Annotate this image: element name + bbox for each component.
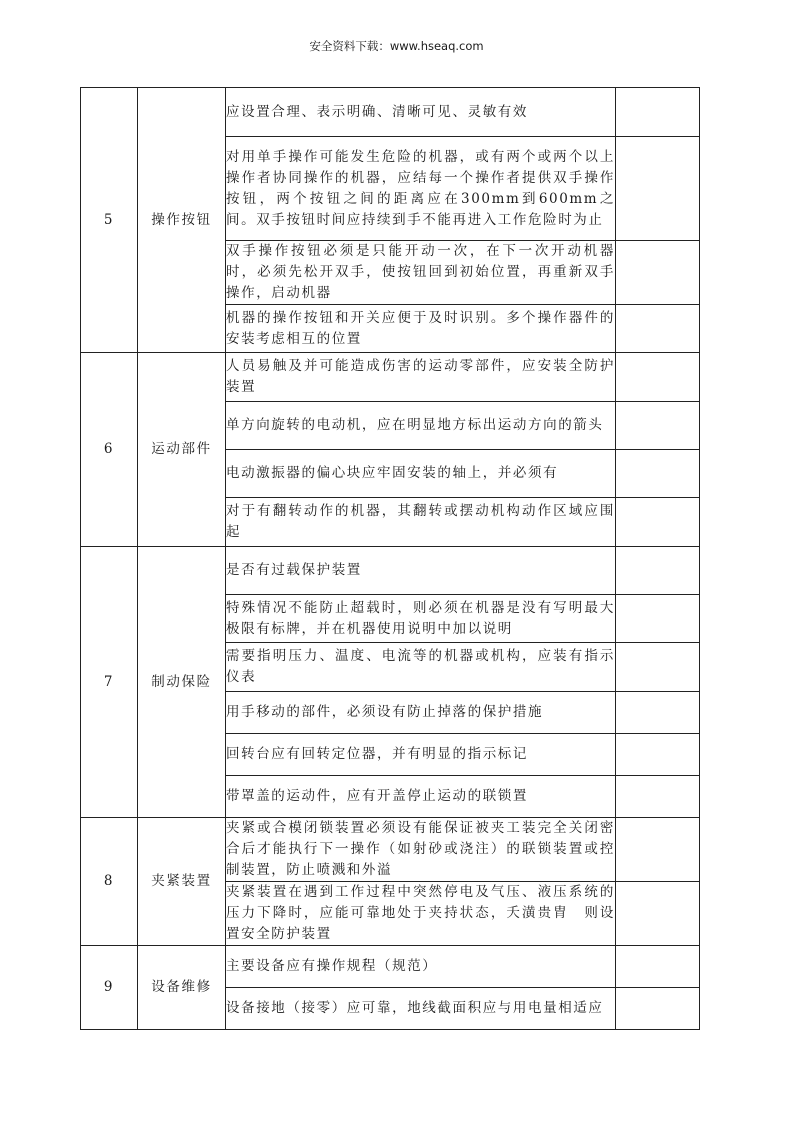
table-row <box>81 818 700 882</box>
result-cell <box>616 241 700 305</box>
requirement-cell: 主要设备应有操作规程（规范） <box>226 946 616 988</box>
requirement-cell: 夹紧或合模闭锁装置必须设有能保证被夹工装完全关闭密合后才能执行下一操作（如射砂或浇注）的联锁装置或控制装置，防止喷溅和外溢 <box>226 818 616 882</box>
requirement-cell: 是否有过载保护装置 <box>226 547 616 595</box>
section-number: 6 <box>81 353 138 547</box>
section-item: 制动保险 <box>138 547 226 818</box>
result-cell <box>616 88 700 137</box>
requirement-cell: 对用单手操作可能发生危险的机器，或有两个或两个以上操作者协同操作的机器，应结每一个操作者提供双手操作按钮，两个按钮之间的距离应在300mm到600mm之间。双手按钮时间应持续到手不能再进入工作危险时为止 <box>226 137 616 241</box>
safety-checklist-table <box>80 87 700 1030</box>
requirement-cell: 带罩盖的运动件，应有开盖停止运动的联锁置 <box>226 776 616 818</box>
requirement-cell: 特殊情况不能防止超载时，则必须在机器是没有写明最大极限有标牌，并在机器使用说明中加以说明 <box>226 595 616 643</box>
section-number: 5 <box>81 88 138 353</box>
result-cell <box>616 137 700 241</box>
result-cell <box>616 988 700 1030</box>
section-item: 夹紧装置 <box>138 818 226 946</box>
section-item: 操作按钮 <box>138 88 226 353</box>
requirement-cell: 应设置合理、表示明确、清晰可见、灵敏有效 <box>226 88 616 137</box>
result-cell <box>616 818 700 882</box>
table-row <box>81 946 700 988</box>
result-cell <box>616 643 700 692</box>
requirement-cell: 设备接地（接零）应可靠，地线截面积应与用电量相适应 <box>226 988 616 1030</box>
section-number: 8 <box>81 818 138 946</box>
result-cell <box>616 946 700 988</box>
table-row <box>81 547 700 595</box>
section-item: 设备维修 <box>138 946 226 1030</box>
section-item: 运动部件 <box>138 353 226 547</box>
requirement-cell: 电动激振器的偏心块应牢固安装的轴上，并必须有 <box>226 450 616 498</box>
result-cell <box>616 692 700 734</box>
requirement-cell: 对于有翻转动作的机器，其翻转或摆动机构动作区域应围起 <box>226 498 616 547</box>
result-cell <box>616 305 700 353</box>
requirement-cell: 人员易触及并可能造成伤害的运动零部件，应安装全防护装置 <box>226 353 616 402</box>
result-cell <box>616 882 700 946</box>
requirement-cell: 双手操作按钮必须是只能开动一次，在下一次开动机器时，必须先松开双手，使按钮回到初始位置，再重新双手操作，启动机器 <box>226 241 616 305</box>
result-cell <box>616 498 700 547</box>
result-cell <box>616 547 700 595</box>
requirement-cell: 单方向旋转的电动机，应在明显地方标出运动方向的箭头 <box>226 402 616 450</box>
requirement-cell: 回转台应有回转定位器，并有明显的指示标记 <box>226 734 616 776</box>
section-number: 7 <box>81 547 138 818</box>
requirement-cell: 夹紧装置在遇到工作过程中突然停电及气压、液压系统的压力下降时，应能可靠地处于夹持状态，夭潢贵胄 则设置安全防护装置 <box>226 882 616 946</box>
result-cell <box>616 776 700 818</box>
result-cell <box>616 450 700 498</box>
result-cell <box>616 734 700 776</box>
table-row <box>81 88 700 137</box>
result-cell <box>616 353 700 402</box>
requirement-cell: 用手移动的部件，必须设有防止掉落的保护措施 <box>226 692 616 734</box>
result-cell <box>616 595 700 643</box>
requirement-cell: 机器的操作按钮和开关应便于及时识别。多个操作器件的安装考虑相互的位置 <box>226 305 616 353</box>
result-cell <box>616 402 700 450</box>
section-number: 9 <box>81 946 138 1030</box>
requirement-cell: 需要指明压力、温度、电流等的机器或机构，应装有指示仪表 <box>226 643 616 692</box>
table-row <box>81 353 700 402</box>
page-header: 安全资料下载：www.hseaq.com <box>309 39 484 53</box>
